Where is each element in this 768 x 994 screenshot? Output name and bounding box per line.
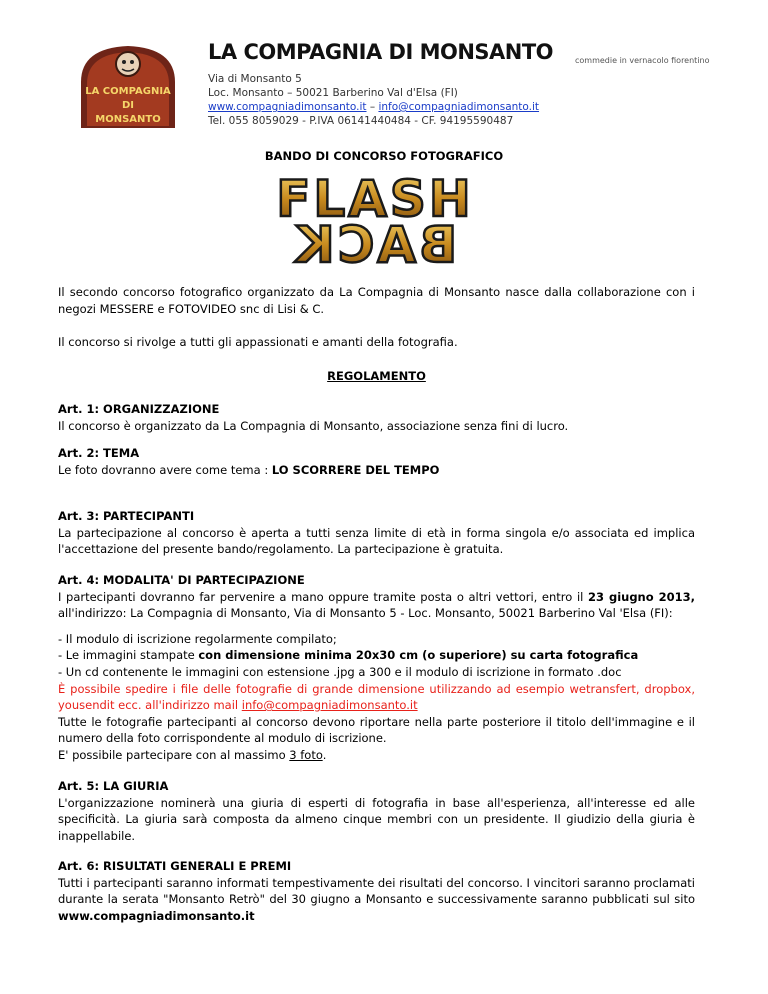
flash-text: FLASH [276,170,474,228]
art1-text: Il concorso è organizzato da La Compagnia di Monsanto, associazione senza fini di lucro. [58,418,569,433]
art4-text-d-main: E' possibile partecipare con al massimo [58,747,290,762]
intro-section-2 [58,334,695,351]
art1-section [58,401,695,434]
intro-section [58,284,695,317]
art4-text [58,589,695,622]
flashback-logo [230,170,520,268]
art4-item-2-b: con dimensione minima 20x30 cm (o superiore) su carta fotografica [198,648,639,663]
address-line-1: Via di Monsanto 5 [208,73,302,85]
logo-text-3: MONSANTO [95,114,161,125]
art5-title: Art. 5: LA GIURIA [58,779,169,793]
art4-red-text: È possibile spedire i file delle fotografie di grande dimensione utilizzando ad esempio wetransfert, dropbox, yousendit ecc. all'indirizzo mail [58,681,695,713]
art4-item-3: - Un cd contenente le immagini con estensione .jpg a 300 e il modulo di iscrizione in formato .doc [58,664,622,679]
org-name: LA COMPAGNIA DI MONSANTO [208,40,554,64]
art2-text [58,462,695,479]
art4-item-2 [58,647,695,664]
contact-block [208,72,539,128]
art4-max-photos: 3 foto [289,747,323,762]
intro-paragraph-2: Il concorso si rivolge a tutti gli appassionati e amanti della fotografia. [58,335,458,349]
art4-dot: . [322,747,327,762]
art4-deadline: 23 giugno 2013, [587,589,695,604]
art6-title: Art. 6: RISULTATI GENERALI E PREMI [58,859,292,873]
address-line-2: Loc. Monsanto – 50021 Barberino Val d'Elsa (FI) [208,87,458,99]
email-link[interactable]: info@compagniadimonsanto.it [378,101,540,113]
compagnia-logo [73,42,183,130]
art6-text-main: Tutti i partecipanti saranno informati tempestivamente dei risultati del concorso. I vincitori saranno proclamati durante la serata "Monsanto Retrò" del 30 giugno a Monsanto e successivamente saranno pubblicati sul sito [58,875,695,907]
art6-text [58,875,695,925]
web-line [208,100,539,114]
art2-section [58,445,695,478]
art4-text-d [58,747,695,764]
art6-section [58,858,695,924]
art5-section [58,778,695,844]
regolamento-heading: REGOLAMENTO [327,369,426,383]
art4-item-1: - Il modulo di iscrizione regolarmente compilato; [58,631,337,646]
logo-text-2: DI [121,100,135,111]
art5-text: L'organizzazione nominerà una giuria di esperti di fotografia in base all'esperienza, all'interesse ed alle specificità. La giuria sarà composta da almeno cinque membri con un presidente. Il giudizio della giuria è inappellabile. [58,795,695,843]
art4-section [58,572,695,764]
intro-paragraph-1: Il secondo concorso fotografico organizzato da La Compagnia di Monsanto nasce dalla collaborazione con i negozi MESSERE e FOTOVIDEO snc di Lisi & C. [58,285,695,316]
art2-theme: LO SCORRERE DEL TEMPO [271,462,440,477]
logo-text-1: LA COMPAGNIA [85,86,171,97]
art2-text-main: Le foto dovranno avere come tema : [58,462,272,477]
art3-text: La partecipazione al concorso è aperta a tutti senza limite di età in forma singola e/o associata ed implica l'accettazione del presente bando/regolamento. La partecipazione è gratuita. [58,525,695,557]
web-separator: – [366,101,379,113]
art4-red-note [58,681,695,714]
art4-text-b: all'indirizzo: La Compagnia di Monsanto, Via di Monsanto 5 - Loc. Monsanto, 50021 Barberino Val 'Elsa (FI): [58,606,673,621]
phone-line: Tel. 055 8059029 - P.IVA 06141440484 - CF. 94195590487 [208,115,514,127]
art3-section [58,508,695,558]
back-text: BACK [292,216,458,268]
regolamento-section [58,368,695,385]
website-link[interactable]: www.compagniadimonsanto.it [208,101,367,113]
art4-red-email-link[interactable]: info@compagniadimonsanto.it [241,698,418,713]
art6-site: www.compagniadimonsanto.it [58,908,255,923]
page-title: BANDO DI CONCORSO FOTOGRAFICO [264,149,504,163]
tagline: commedie in vernacolo fiorentino [575,56,710,65]
art4-text-c: Tutte le fotografie partecipanti al concorso devono riportare nella parte posteriore il titolo dell'immagine e il numero della foto corrispondente al modulo di iscrizione. [58,714,695,746]
art4-item-2-a: - Le immagini stampate [58,648,199,663]
art1-title: Art. 1: ORGANIZZAZIONE [58,402,220,416]
art2-title: Art. 2: TEMA [58,446,140,460]
art4-title: Art. 4: MODALITA' DI PARTECIPAZIONE [58,573,305,587]
art4-text-a: I partecipanti dovranno far pervenire a mano oppure tramite posta o altri vettori, entro il [58,589,588,604]
art3-title: Art. 3: PARTECIPANTI [58,509,195,523]
